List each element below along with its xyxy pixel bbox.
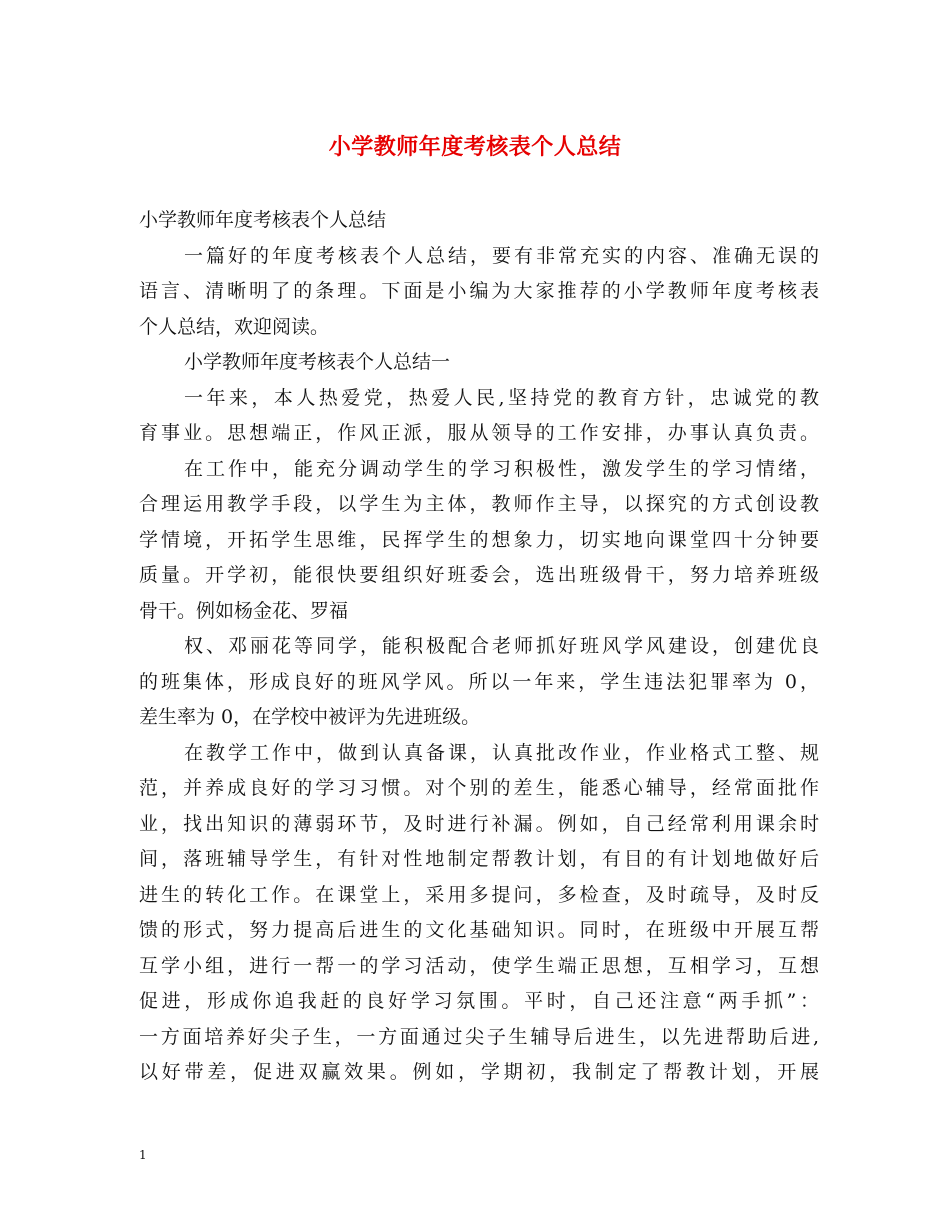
text-line: 业，找出知识的薄弱环节，及时进行补漏。例如，自己经常利用课余时 [139, 812, 819, 835]
document-title: 小学教师年度考核表个人总结 [328, 134, 622, 160]
text-line: 骨干。例如杨金花、罗福 [139, 599, 349, 622]
text-line: 学情境，开拓学生思维，民挥学生的想象力，切实地向课堂四十分钟要 [139, 528, 819, 551]
page-number: 1 [139, 1148, 147, 1162]
text-line: 在教学工作中，做到认真备课，认真批改作业，作业格式工整、规 [184, 741, 819, 764]
text-line: 间，落班辅导学生，有针对性地制定帮教计划，有目的有计划地做好后 [139, 848, 819, 870]
text-line: 差生率为 0，在学校中被评为先进班级。 [139, 706, 481, 728]
text-line: 一年来，本人热爱党，热爱人民,坚持党的教育方针，忠诚党的教 [184, 386, 819, 409]
text-line: 互学小组，进行一帮一的学习活动，使学生端正思想，互相学习，互想 [139, 954, 819, 977]
text-line: 育事业。思想端正，作风正派，服从领导的工作安排，办事认真负责。 [139, 422, 819, 444]
text-line: 质量。开学初，能很快要组织好班委会，选出班级骨干，努力培养班级 [139, 564, 819, 586]
text-line: 一篇好的年度考核表个人总结，要有非常充实的内容、准确无误的 [184, 244, 819, 267]
text-line: 以好带差，促进双赢效果。例如，学期初，我制定了帮教计划，开展 [139, 1061, 819, 1083]
document-body [139, 203, 819, 1091]
text-line: 语言、清晰明了的条理。下面是小编为大家推荐的小学教师年度考核表 [139, 280, 819, 302]
text-line: 权、邓丽花等同学，能积极配合老师抓好班风学风建设，创建优良 [184, 635, 819, 657]
text-line: 合理运用教学手段，以学生为主体，教师作主导，以探究的方式创设教 [139, 493, 819, 515]
text-line: 进生的转化工作。在课堂上，采用多提问，多检查，及时疏导，及时反 [139, 883, 819, 906]
text-line: 促进，形成你追我赶的良好学习氛围。平时，自己还注意“两手抓”： [139, 990, 819, 1012]
text-line: 小学教师年度考核表个人总结 [139, 209, 387, 231]
text-line: 一方面培养好尖子生，一方面通过尖子生辅导后进生，以先进帮助后进, [139, 1025, 819, 1048]
text-line: 范，并养成良好的学习习惯。对个别的差生，能悉心辅导，经常面批作 [139, 777, 819, 799]
text-line: 的班集体，形成良好的班风学风。所以一年来，学生违法犯罪率为 0， [139, 670, 819, 693]
text-line: 馈的形式，努力提高后进生的文化基础知识。同时，在班级中开展互帮 [139, 919, 819, 941]
text-line: 在工作中，能充分调动学生的学习积极性，激发学生的学习情绪， [184, 457, 819, 480]
text-line: 小学教师年度考核表个人总结一 [184, 351, 451, 373]
text-line: 个人总结，欢迎阅读。 [139, 315, 330, 338]
